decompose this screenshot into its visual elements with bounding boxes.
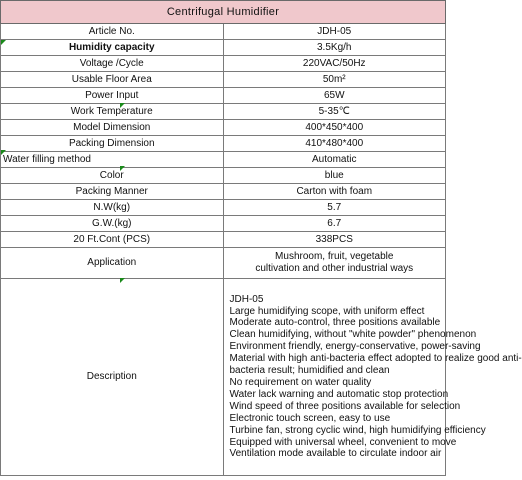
description-line: Material with high anti-bacteria effect adopted to realize good anti- — [229, 353, 522, 365]
spec-row-voltage — [1, 56, 446, 72]
spec-value: 400*450*400 — [223, 120, 446, 136]
spec-value: 3.5Kg/h — [223, 40, 446, 56]
spec-label: 20 Ft.Cont (PCS) — [1, 232, 224, 248]
spec-row-color — [1, 168, 446, 184]
description-line: Large humidifying scope, with uniform effect — [229, 305, 425, 317]
description-line: Water lack warning and automatic stop protection — [229, 388, 449, 400]
spec-row-nw — [1, 200, 446, 216]
spec-row-container — [1, 232, 446, 248]
description-line: JDH-05 — [229, 293, 264, 305]
spec-label: Humidity capacity — [1, 40, 224, 56]
spec-row-humidity — [1, 40, 446, 56]
spec-row-water-filling — [1, 152, 446, 168]
spec-row-description — [1, 279, 446, 476]
spec-value: JDH-05 — [223, 24, 446, 40]
cell-marker-icon — [120, 166, 125, 171]
spec-value: 5-35℃ — [223, 104, 446, 120]
spec-row-application — [1, 248, 446, 279]
spec-value: 65W — [223, 88, 446, 104]
spec-value: 338PCS — [223, 232, 446, 248]
spec-label: Article No. — [1, 24, 224, 40]
spec-label: N.W(kg) — [1, 200, 224, 216]
spec-value: 50m² — [223, 72, 446, 88]
description-line: Moderate auto-control, three positions available — [229, 317, 441, 329]
description-line: Clean humidifying, without "white powder" phenomenon — [229, 329, 477, 341]
spec-value: 5.7 — [223, 200, 446, 216]
spec-label: Color — [1, 168, 224, 184]
header-row — [1, 1, 446, 24]
description-line: Ventilation mode available to circulate indoor air — [229, 448, 442, 460]
description-value — [223, 279, 522, 476]
spec-row-power — [1, 88, 446, 104]
application-line: cultivation and other industrial ways — [255, 263, 414, 274]
spec-value: 6.7 — [223, 216, 446, 232]
description-line: No requirement on water quality — [229, 377, 372, 388]
description-line: Equipped with universal wheel, convenient to move — [229, 436, 457, 448]
description-line: Turbine fan, strong cyclic wind, high humidifying efficiency — [229, 424, 486, 436]
spec-value: 410*480*400 — [223, 136, 446, 152]
application-label: Application — [1, 248, 224, 279]
description-line: Environment friendly, energy-conservative, power-saving — [229, 341, 481, 353]
spec-row-packing-manner — [1, 184, 446, 200]
spec-label: Packing Dimension — [1, 136, 224, 152]
spec-row-gw — [1, 216, 446, 232]
spec-label: Voltage /Cycle — [1, 56, 224, 72]
description-line: bacteria result; humidified and clean — [229, 365, 390, 377]
table-title: Centrifugal Humidifier — [1, 1, 446, 24]
cell-marker-icon — [120, 278, 125, 283]
spec-row-packing-dim — [1, 136, 446, 152]
description-label: Description — [1, 279, 224, 476]
spec-label: Usable Floor Area — [1, 72, 224, 88]
spec-label: Power Input — [1, 88, 224, 104]
spec-row-model-dim — [1, 120, 446, 136]
spec-value: Carton with foam — [223, 184, 446, 200]
spec-label: Water filling method — [1, 152, 224, 168]
spec-value: 220VAC/50Hz — [223, 56, 446, 72]
cell-marker-icon — [120, 103, 125, 108]
spec-label: Packing Manner — [1, 184, 224, 200]
spec-row-floor-area — [1, 72, 446, 88]
spec-label: Work Temperature — [1, 104, 224, 120]
cell-marker-icon — [1, 150, 6, 155]
description-line: Electronic touch screen, easy to use — [229, 412, 391, 424]
spec-row-work-temp — [1, 104, 446, 120]
spec-value: Automatic — [223, 152, 446, 168]
spec-row-article — [1, 24, 446, 40]
application-value — [223, 248, 446, 279]
cell-marker-icon — [1, 40, 6, 45]
description-lines — [226, 288, 522, 467]
spec-label: Model Dimension — [1, 120, 224, 136]
application-line: Mushroom, fruit, vegetable — [275, 251, 394, 262]
spec-label: G.W.(kg) — [1, 216, 224, 232]
description-line: Wind speed of three positions available for selection — [229, 400, 461, 412]
spec-value: blue — [223, 168, 446, 184]
